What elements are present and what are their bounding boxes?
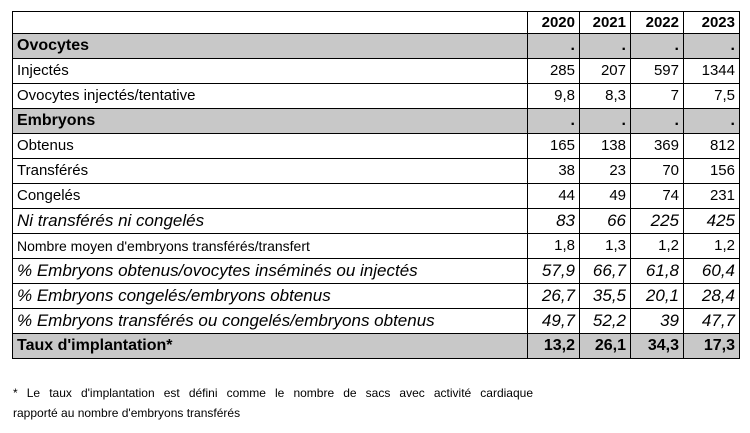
table-cell: 425 (684, 209, 740, 234)
section-row-embryons (13, 109, 740, 134)
header-empty-cell (13, 12, 528, 34)
table-row-injectes (13, 59, 740, 84)
section-label: Ovocytes (13, 34, 528, 59)
table-cell: 49,7 (528, 309, 580, 334)
year-header: 2022 (631, 12, 684, 34)
table-cell: 52,2 (580, 309, 631, 334)
table-header-row (13, 12, 740, 34)
row-label: Ni transférés ni congelés (13, 209, 528, 234)
table-cell: 20,1 (631, 284, 684, 309)
table-cell: 17,3 (684, 334, 740, 359)
table-cell: 369 (631, 134, 684, 159)
footnote-line: rapporté au nombre d'embryons transférés (13, 406, 241, 420)
table-row-nombre-moyen (13, 234, 740, 259)
table-row-ovocytes-tentative (13, 84, 740, 109)
table-cell: . (580, 34, 631, 59)
table-cell: 138 (580, 134, 631, 159)
row-label: % Embryons obtenus/ovocytes inséminés ou injectés (13, 259, 528, 284)
row-label: Obtenus (13, 134, 528, 159)
table-row-pct-obtenus (13, 259, 740, 284)
row-label: Nombre moyen d'embryons transférés/transfert (13, 234, 528, 259)
table-cell: . (528, 109, 580, 134)
table-cell: 26,1 (580, 334, 631, 359)
table-cell: 7 (631, 84, 684, 109)
row-label: Taux d'implantation* (13, 334, 528, 359)
table-cell: 35,5 (580, 284, 631, 309)
table-cell: 38 (528, 159, 580, 184)
table-cell: 60,4 (684, 259, 740, 284)
table-cell: 9,8 (528, 84, 580, 109)
row-label: Ovocytes injectés/tentative (13, 84, 528, 109)
table-cell: 285 (528, 59, 580, 84)
table-cell: 66 (580, 209, 631, 234)
table-cell: 8,3 (580, 84, 631, 109)
row-label: Injectés (13, 59, 528, 84)
row-label: % Embryons congelés/embryons obtenus (13, 284, 528, 309)
table-cell: 23 (580, 159, 631, 184)
table-cell: 156 (684, 159, 740, 184)
year-header: 2023 (684, 12, 740, 34)
table-cell: . (580, 109, 631, 134)
table-cell: 1,3 (580, 234, 631, 259)
table-cell: . (631, 34, 684, 59)
table-cell: 49 (580, 184, 631, 209)
table-cell: . (684, 109, 740, 134)
table-cell: 1,2 (631, 234, 684, 259)
table-row-taux-implantation (13, 334, 740, 359)
row-label: Congelés (13, 184, 528, 209)
table-row-ni-transferes (13, 209, 740, 234)
table-cell: 70 (631, 159, 684, 184)
table-cell: 13,2 (528, 334, 580, 359)
table-cell: 231 (684, 184, 740, 209)
table-cell: 57,9 (528, 259, 580, 284)
year-header: 2020 (528, 12, 580, 34)
embryology-table (12, 11, 740, 359)
table-cell: 39 (631, 309, 684, 334)
table-cell: 225 (631, 209, 684, 234)
table-cell: . (631, 109, 684, 134)
table-cell: . (528, 34, 580, 59)
table-row-pct-transferes-congeles (13, 309, 740, 334)
section-label: Embryons (13, 109, 528, 134)
table-cell: 812 (684, 134, 740, 159)
table-cell: 26,7 (528, 284, 580, 309)
table-row-transferes (13, 159, 740, 184)
table-cell: 74 (631, 184, 684, 209)
table-cell: 207 (580, 59, 631, 84)
table-cell: 47,7 (684, 309, 740, 334)
table-cell: 597 (631, 59, 684, 84)
table-cell: . (684, 34, 740, 59)
footnote-line: * Le taux d'implantation est défini comme le nombre de sacs avec activité cardiaque (13, 386, 533, 400)
table-cell: 165 (528, 134, 580, 159)
table-cell: 34,3 (631, 334, 684, 359)
table-row-obtenus (13, 134, 740, 159)
row-label: % Embryons transférés ou congelés/embryons obtenus (13, 309, 528, 334)
table-cell: 61,8 (631, 259, 684, 284)
table-cell: 66,7 (580, 259, 631, 284)
table-cell: 44 (528, 184, 580, 209)
table-row-pct-congeles (13, 284, 740, 309)
table-cell: 1,2 (684, 234, 740, 259)
row-label: Transférés (13, 159, 528, 184)
footnote (13, 383, 533, 423)
table-row-congeles (13, 184, 740, 209)
table-cell: 1,8 (528, 234, 580, 259)
table-cell: 83 (528, 209, 580, 234)
table-cell: 28,4 (684, 284, 740, 309)
table-cell: 1344 (684, 59, 740, 84)
table-cell: 7,5 (684, 84, 740, 109)
section-row-ovocytes (13, 34, 740, 59)
year-header: 2021 (580, 12, 631, 34)
